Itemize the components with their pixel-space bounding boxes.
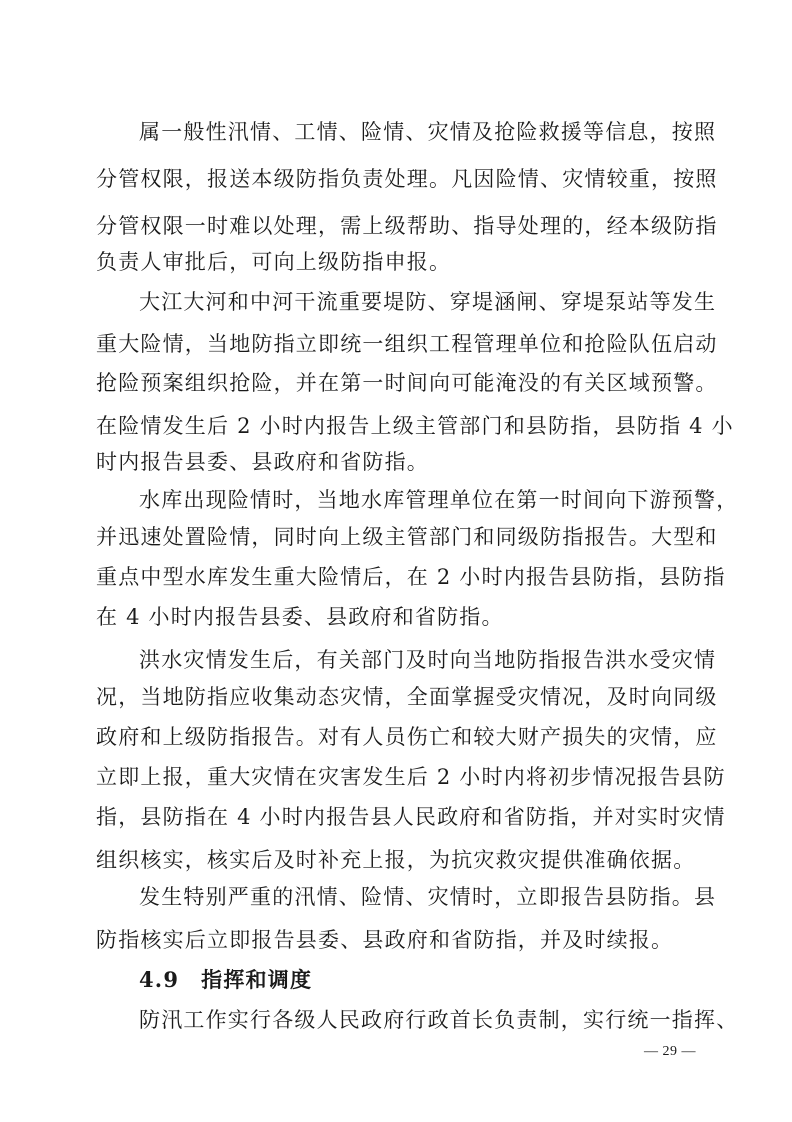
paragraph-3-line-4: 在 4 小时内报告县委、县政府和省防指。 xyxy=(96,605,504,629)
paragraph-4-line-2: 况，当地防指应收集动态灾情，全面掌握受灾情况，及时向同级 xyxy=(96,685,718,709)
section-number: 4.9 xyxy=(139,967,180,992)
paragraph-3-line-2: 并迅速处置险情，同时向上级主管部门和同级防指报告。大型和 xyxy=(96,525,718,549)
paragraph-2-line-4: 在险情发生后 2 小时内报告上级主管部门和县防指，县防指 4 小 xyxy=(96,414,734,438)
paragraph-2-line-3: 抢险预案组织抢险，并在第一时间向可能淹没的有关区域预警。 xyxy=(96,371,718,395)
section-heading xyxy=(139,960,312,1000)
paragraph-4-line-1: 洪水灾情发生后，有关部门及时向当地防指报告洪水受灾情 xyxy=(139,648,717,672)
paragraph-4-line-4: 立即上报，重大灾情在灾害发生后 2 小时内将初步情况报告县防 xyxy=(96,765,726,789)
paragraph-2-line-5: 时内报告县委、县政府和省防指。 xyxy=(96,450,429,474)
paragraph-1-line-2: 分管权限，报送本级防指负责处理。凡因险情、灾情较重，按照 xyxy=(96,167,718,191)
paragraph-5-line-2: 防指核实后立即报告县委、县政府和省防指，并及时续报。 xyxy=(96,928,674,952)
paragraph-1-line-3: 分管权限一时难以处理，需上级帮助、指导处理的，经本级防指 xyxy=(96,214,718,238)
paragraph-3-line-3: 重点中型水库发生重大险情后，在 2 小时内报告县防指，县防指 xyxy=(96,565,726,589)
page-number: — 29 — xyxy=(644,1044,696,1059)
paragraph-6-line-1: 防汛工作实行各级人民政府行政首长负责制，实行统一指挥、 xyxy=(139,1008,739,1032)
paragraph-4-line-5: 指，县防指在 4 小时内报告县人民政府和省防指，并对实时灾情 xyxy=(96,805,726,829)
paragraph-1-line-1: 属一般性汛情、工情、险情、灾情及抢险救援等信息，按照 xyxy=(139,120,717,144)
paragraph-3-line-1: 水库出现险情时，当地水库管理单位在第一时间向下游预警， xyxy=(139,488,739,512)
paragraph-2-line-2: 重大险情，当地防指立即统一组织工程管理单位和抢险队伍启动 xyxy=(96,332,718,356)
section-title: 指挥和调度 xyxy=(201,967,313,992)
paragraph-5-line-1: 发生特别严重的汛情、险情、灾情时，立即报告县防指。县 xyxy=(139,885,717,909)
paragraph-4-line-6: 组织核实，核实后及时补充上报，为抗灾救灾提供准确依据。 xyxy=(96,848,696,872)
paragraph-2-line-1: 大江大河和中河干流重要堤防、穿堤涵闸、穿堤泵站等发生 xyxy=(139,290,717,314)
paragraph-1-line-4: 负责人审批后，可向上级防指申报。 xyxy=(96,250,452,274)
paragraph-4-line-3: 政府和上级防指报告。对有人员伤亡和较大财产损失的灾情，应 xyxy=(96,725,718,749)
